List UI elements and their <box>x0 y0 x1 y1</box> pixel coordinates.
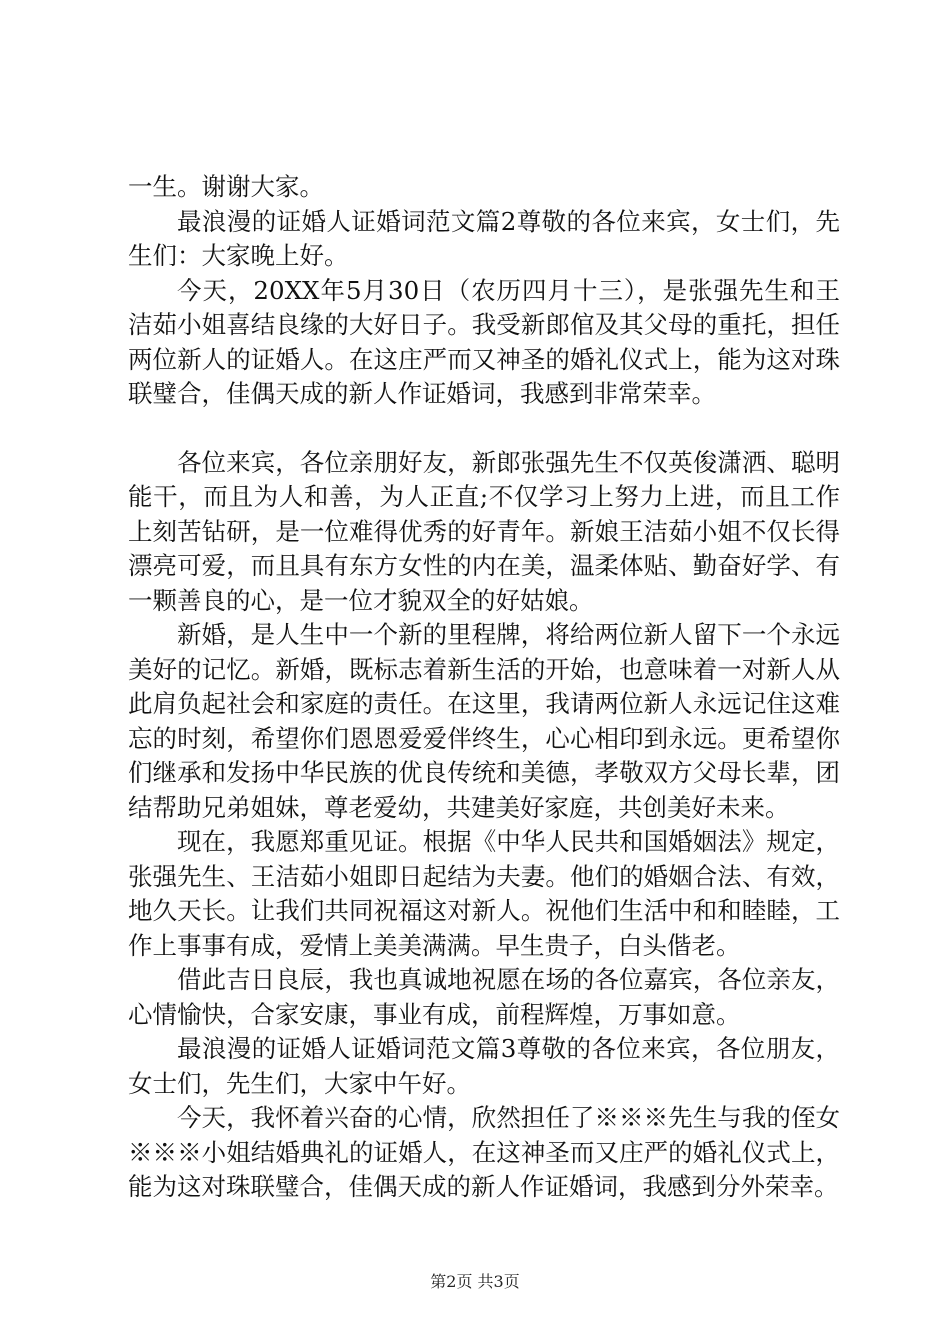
paragraph-blessing: 借此吉日良辰，我也真诚地祝愿在场的各位嘉宾，各位亲友，心情愉快，合家安康，事业有成，前程辉煌，万事如意。 <box>128 965 840 1029</box>
paragraph-couple-praise: 各位来宾，各位亲朋好友，新郎张强先生不仅英俊潇洒、聪明能干，而且为人和善，为人正直;不仅学习上努力上进，而且工作上刻苦钻研，是一位难得优秀的好青年。新娘王洁茹小姐不仅长得漂亮可爱，而且具有东方女性的内在美，温柔体贴、勤奋好学、有一颗善良的心，是一位才貌双全的好姑娘。 <box>128 447 840 615</box>
paragraph-speech-3-intro: 今天，我怀着兴奋的心情，欣然担任了※※※先生与我的侄女※※※小姐结婚典礼的证婚人，在这神圣而又庄严的婚礼仪式上，能为这对珠联璧合，佳偶天成的新人作证婚词，我感到分外荣幸。 <box>128 1103 840 1201</box>
page-number-footer: 第2页 共3页 <box>430 1272 520 1291</box>
paragraph-new-marriage: 新婚，是人生中一个新的里程牌，将给两位新人留下一个永远美好的记忆。新婚，既标志着新生活的开始，也意味着一对新人从此肩负起社会和家庭的责任。在这里，我请两位新人永远记住这难忘的时刻，希望你们恩恩爱爱伴终生，心心相印到永远。更希望你们继承和发扬中华民族的优良传统和美德，孝敬双方父母长辈，团结帮助兄弟姐妹，尊老爱幼，共建美好家庭，共创美好未来。 <box>128 620 840 822</box>
paragraph-witness-declaration: 现在，我愿郑重见证。根据《中华人民共和国婚姻法》规定，张强先生、王洁茹小姐即日起结为夫妻。他们的婚姻合法、有效，地久天长。让我们共同祝福这对新人。祝他们生活中和和睦睦，工作上事事有成，爱情上美美满满。早生贵子，白头偕老。 <box>128 827 840 960</box>
document-body <box>128 170 840 1205</box>
paragraph-continuation: 一生。谢谢大家。 <box>128 172 324 201</box>
paragraph-speech-2-heading: 最浪漫的证婚人证婚词范文篇2尊敬的各位来宾，女士们，先生们：大家晚上好。 <box>128 206 840 270</box>
paragraph-date-intro: 今天，20XX年5月30日（农历四月十三），是张强先生和王洁茹小姐喜结良缘的大好日子。我受新郎倌及其父母的重托，担任两位新人的证婚人。在这庄严而又神圣的婚礼仪式上，能为这对珠联璧合，佳偶天成的新人作证婚词，我感到非常荣幸。 <box>128 275 840 408</box>
paragraph-speech-3-heading: 最浪漫的证婚人证婚词范文篇3尊敬的各位来宾，各位朋友，女士们，先生们，大家中午好。 <box>128 1034 840 1098</box>
